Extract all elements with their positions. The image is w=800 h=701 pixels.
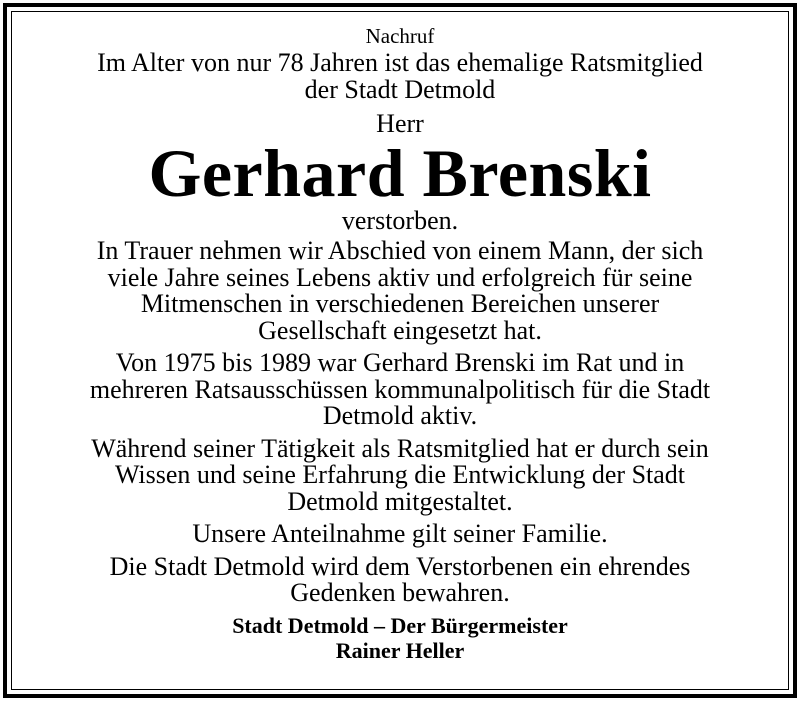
intro-line: der Stadt Detmold xyxy=(304,74,496,104)
paragraph-line: Detmold mitgestaltet. xyxy=(287,486,513,516)
deceased-name: Gerhard Brenski xyxy=(148,134,652,211)
paragraph-1 xyxy=(12,238,788,344)
paragraph-line: Von 1975 bis 1989 war Gerhard Brenski im Rat und in xyxy=(115,348,685,377)
obituary-notice xyxy=(12,24,788,663)
paragraph-3 xyxy=(12,433,788,516)
signature-organization: Stadt Detmold – Der Bürgermeister xyxy=(232,612,568,638)
paragraph-5 xyxy=(12,551,788,607)
paragraph-line: Gedenken bewahren. xyxy=(290,578,510,607)
paragraph-line: Mitmenschen in verschiedenen Bereichen unserer xyxy=(140,289,660,318)
paragraph-line: In Trauer nehmen wir Abschied von einem Mann, der sich xyxy=(96,236,704,265)
heading: Nachruf xyxy=(365,24,435,48)
paragraph-line: mehreren Ratsausschüssen kommunalpolitisch für die Stadt xyxy=(89,374,711,404)
intro-line: Im Alter von nur 78 Jahren ist das ehemalige Ratsmitglied xyxy=(97,48,703,77)
paragraph-4 xyxy=(12,521,788,548)
intro xyxy=(12,50,788,103)
paragraph-line: Unsere Anteilnahme gilt seiner Familie. xyxy=(192,519,608,548)
paragraph-line: Detmold aktiv. xyxy=(322,401,478,430)
paragraph-line: viele Jahre seines Lebens aktiv und erfolgreich für seine xyxy=(107,262,693,292)
deceased-text: verstorben. xyxy=(341,205,459,235)
signature xyxy=(12,613,788,663)
paragraph-line: Während seiner Tätigkeit als Ratsmitglied hat er durch sein xyxy=(91,433,709,463)
paragraph-line: Die Stadt Detmold wird dem Verstorbenen ein ehrendes xyxy=(109,551,691,581)
paragraph-line: Gesellschaft eingesetzt hat. xyxy=(258,315,542,345)
paragraph-line: Wissen und seine Erfahrung die Entwicklung der Stadt xyxy=(114,460,686,489)
signature-name: Rainer Heller xyxy=(335,637,465,663)
paragraph-2 xyxy=(12,350,788,430)
salutation: Herr xyxy=(376,109,424,138)
